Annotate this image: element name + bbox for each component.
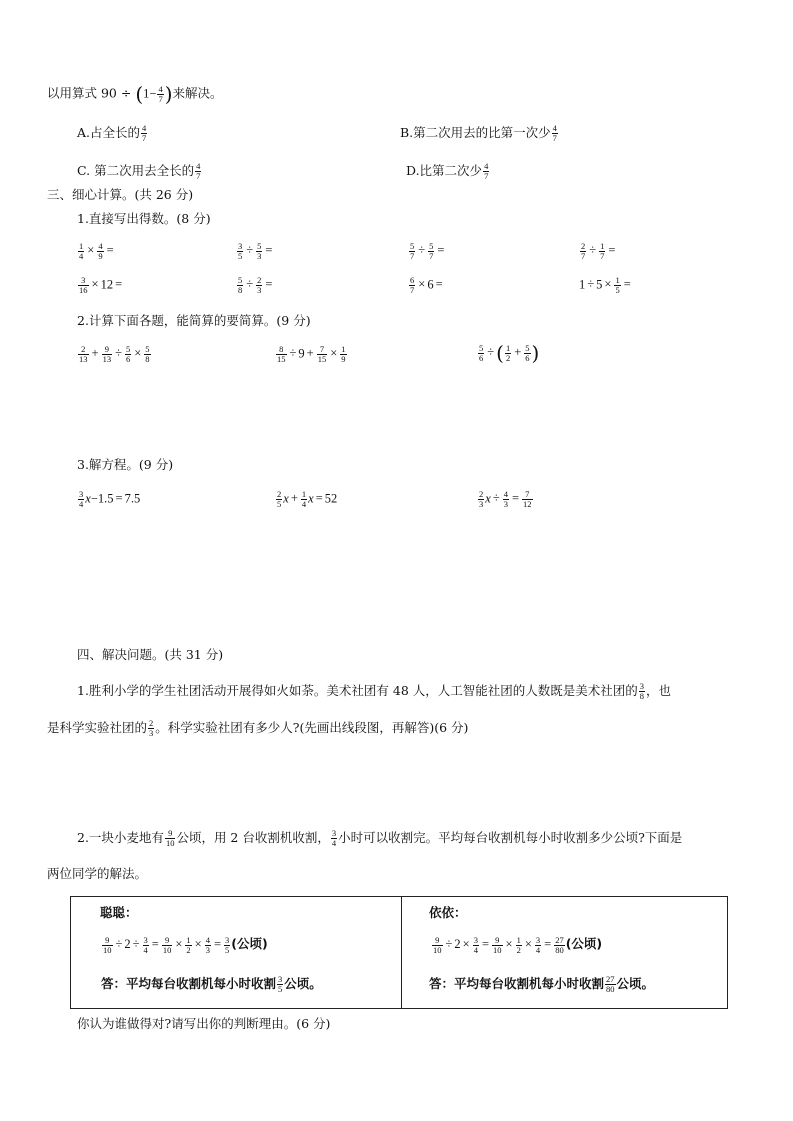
- right-paren: ): [164, 82, 173, 106]
- q2-item-2: $\frac{8}{15}$ ÷ 9 + $\frac{7}{15}$ × $\frac{1}{9}$: [277, 344, 346, 364]
- intro-fraction: $\frac{4}{7}$: [158, 83, 163, 104]
- problem-2-line-1: 2.一块小麦地有 $\frac{9}{10}$ 公顷，用 2 台收割机收割， $\frac{3}{4}$ 小时可以收割完。平均每台收割机每小时收割多少公顷?下面是: [77, 828, 683, 848]
- q3-title: 3.解方程。(9 分): [77, 457, 174, 472]
- q3-item-3: $\frac{2}{3}$ x ÷ $\frac{4}{3}$ = $\frac{7}{12}$: [479, 489, 532, 509]
- q1-item-4: $\frac{2}{7}$ ÷ $\frac{1}{7}$ =: [581, 241, 616, 261]
- q2-item-1: $\frac{2}{13}$ + $\frac{9}{13}$ ÷ $\frac{5}{6}$ × $\frac{5}{8}$: [79, 344, 150, 364]
- q3-item-1: $\frac{3}{4}$ x−1.5 = 7.5: [79, 489, 141, 509]
- right-answer: 答：平均每台收割机每小时收割 $\frac{27}{80}$ 公顷。: [429, 974, 655, 994]
- intro-line: [47, 84, 223, 104]
- option-c: C. 第二次用去全长的 $\frac{4}{7}$: [77, 161, 201, 181]
- problem-1-line-2: 是科学实验社团的 $\frac{2}{3}$ 。科学实验社团有多少人?(先画出线段图，再解答)(6 分): [47, 718, 469, 738]
- left-paren: (: [135, 82, 144, 106]
- q1-item-5: $\frac{3}{16}$ × 12 =: [79, 275, 123, 295]
- option-d: D.比第二次少 $\frac{4}{7}$: [406, 161, 489, 181]
- option-b: B.第二次用去的比第一次少 $\frac{4}{7}$: [400, 123, 557, 143]
- q1-item-7: $\frac{6}{7}$ × 6 =: [410, 275, 443, 295]
- intro-prefix: 以用算式 90 ÷: [47, 85, 132, 101]
- solutions-table: [70, 896, 728, 1009]
- table-divider: [401, 897, 402, 1008]
- q2-title: 2.计算下面各题，能简算的要简算。(9 分): [77, 313, 311, 328]
- q1-item-1: $\frac{1}{4}$ × $\frac{4}{9}$ =: [79, 241, 114, 261]
- left-student-name: 聪聪：: [100, 905, 138, 920]
- section-3-title: 三、细心计算。(共 26 分): [47, 187, 194, 202]
- judge-question: 你认为谁做得对?请写出你的判断理由。(6 分): [77, 1016, 331, 1031]
- q3-item-2: $\frac{2}{5}$ x + $\frac{1}{4}$ x = 52: [277, 489, 338, 509]
- q1-item-2: $\frac{3}{5}$ ÷ $\frac{5}{3}$ =: [238, 241, 273, 261]
- right-student-name: 依依：: [429, 905, 467, 920]
- right-solution-formula: $\frac{9}{10}$ ÷ 2 × $\frac{3}{4}$ = $\frac{9}{10}$ × $\frac{1}{2}$ × $\frac{3}{4}$ = $\frac{27}{80}$ (公顷): [433, 934, 603, 955]
- intro-inner: 1−: [143, 86, 157, 101]
- q2-item-3: $\frac{5}{6}$ ÷ ( $\frac{1}{2}$ + $\frac{5}{6}$ ): [479, 341, 540, 365]
- q1-item-6: $\frac{5}{8}$ ÷ $\frac{2}{3}$ =: [238, 275, 273, 295]
- problem-1-line-1: 1.胜利小学的学生社团活动开展得如火如荼。美术社团有 48 人，人工智能社团的人数既是美术社团的 $\frac{3}{8}$ ，也: [77, 681, 672, 701]
- option-a: A.占全长的 $\frac{4}{7}$: [77, 123, 147, 143]
- q1-title: 1.直接写出得数。(8 分): [77, 211, 211, 226]
- q1-item-3: $\frac{5}{7}$ ÷ $\frac{5}{7}$ =: [410, 241, 445, 261]
- left-answer: 答：平均每台收割机每小时收割 $\frac{3}{5}$ 公顷。: [101, 974, 322, 994]
- left-solution-formula: $\frac{9}{10}$ ÷ 2 ÷ $\frac{3}{4}$ = $\frac{9}{10}$ × $\frac{1}{2}$ × $\frac{4}{3}$ = $\frac{3}{5}$ (公顷): [103, 934, 268, 955]
- intro-suffix: 来解决。: [172, 85, 223, 101]
- problem-2-line-2: 两位同学的解法。: [47, 866, 148, 881]
- q1-item-8: 1 ÷ 5 × $\frac{1}{5}$ =: [579, 275, 631, 295]
- section-4-title: 四、解决问题。(共 31 分): [77, 647, 224, 662]
